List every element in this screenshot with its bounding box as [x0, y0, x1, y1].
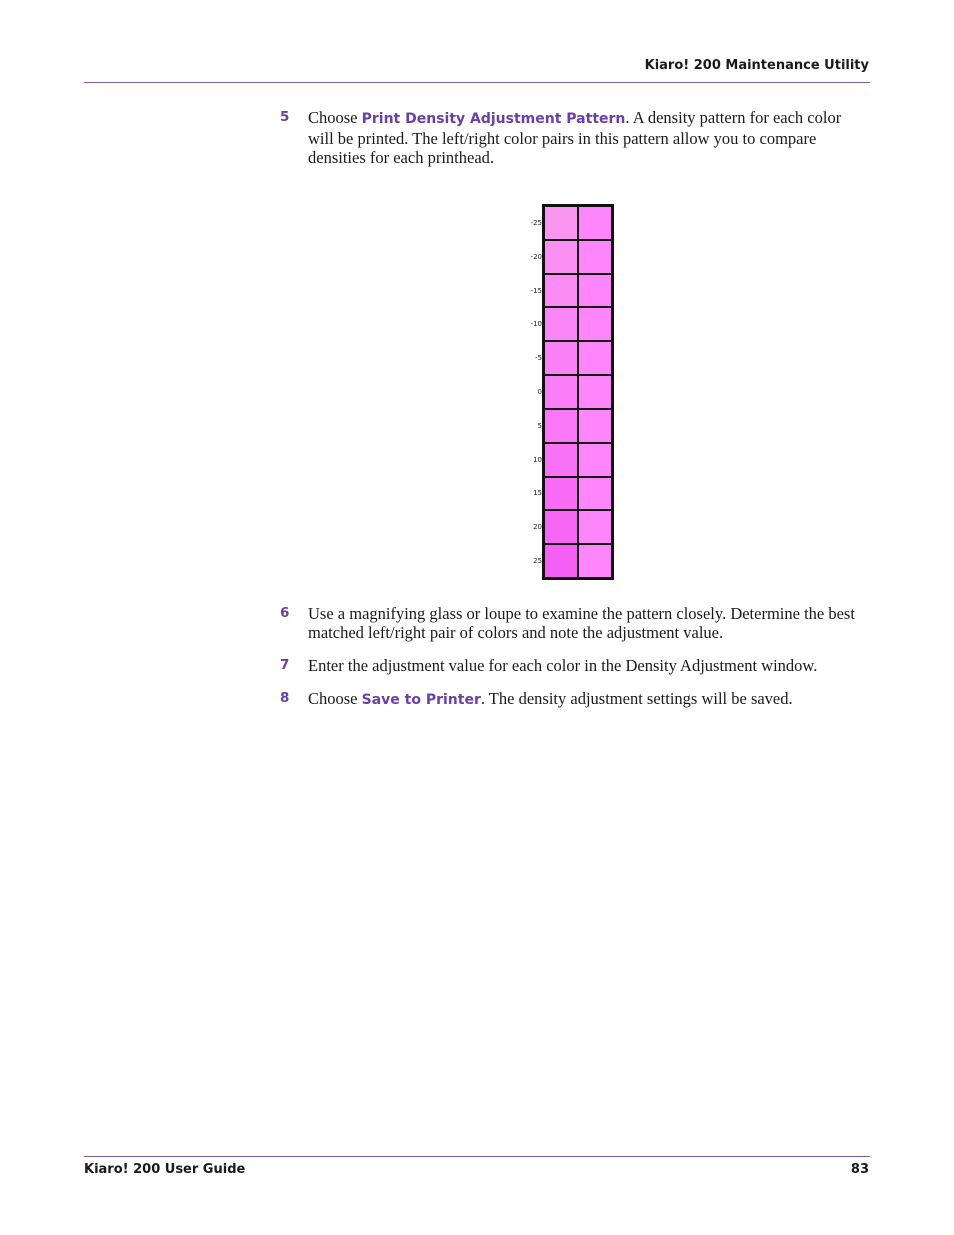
density-swatch-left — [544, 341, 578, 375]
density-label: 15 — [533, 489, 542, 498]
density-swatch-left — [544, 274, 578, 308]
density-label: -15 — [530, 286, 542, 295]
step-text: Choose — [308, 108, 362, 127]
step-item — [280, 689, 870, 710]
step-number: 5 — [280, 109, 290, 125]
step-text-continued: . The density adjustment settings will be saved. — [480, 689, 793, 708]
density-swatch-left — [544, 544, 578, 578]
density-swatch-right — [578, 240, 612, 274]
density-pattern-figure — [520, 204, 614, 578]
step-item — [280, 108, 870, 167]
step-number: 8 — [280, 690, 290, 706]
density-swatch-left — [544, 240, 578, 274]
density-swatch-left — [544, 510, 578, 544]
step-number: 7 — [280, 657, 290, 673]
ui-command-term: Save to Printer — [361, 692, 481, 708]
density-swatch-left — [544, 307, 578, 341]
step-list-top — [280, 108, 870, 167]
density-swatch-left — [544, 443, 578, 477]
density-label: 5 — [537, 421, 542, 430]
density-swatch-right — [578, 307, 612, 341]
header-rule — [84, 82, 870, 83]
step-text-continued: . A density pattern for each color will be printed. The left/right color pairs in this pattern allow you to compare densities for each printhead. — [308, 108, 842, 167]
density-swatch-left — [544, 409, 578, 443]
step-number: 6 — [280, 605, 290, 621]
density-swatch-left — [544, 375, 578, 409]
density-label: 10 — [533, 455, 542, 464]
density-label: 20 — [533, 523, 542, 532]
density-swatch-right — [578, 375, 612, 409]
density-label: -10 — [530, 320, 542, 329]
density-label: -25 — [530, 218, 542, 227]
density-swatch-right — [578, 443, 612, 477]
density-swatch-right — [578, 409, 612, 443]
ui-command-term: Print Density Adjustment Pattern — [361, 111, 626, 127]
density-label: -5 — [535, 354, 542, 363]
step-text: Enter the adjustment value for each color in the Density Adjustment window. — [308, 656, 818, 675]
running-header: Kiaro! 200 Maintenance Utility — [644, 58, 869, 73]
density-swatch-right — [578, 274, 612, 308]
density-swatch-right — [578, 206, 612, 240]
step-item — [280, 604, 870, 642]
density-labels — [520, 204, 542, 578]
footer-guide-title: Kiaro! 200 User Guide — [84, 1162, 246, 1177]
step-text: Choose — [308, 689, 362, 708]
density-swatch-right — [578, 510, 612, 544]
density-label: 25 — [533, 557, 542, 566]
step-item — [280, 656, 870, 675]
step-list-bottom — [280, 604, 870, 710]
density-swatch-right — [578, 544, 612, 578]
density-grid — [542, 204, 614, 580]
density-swatch-left — [544, 477, 578, 511]
step-text: Use a magnifying glass or loupe to examine the pattern closely. Determine the best matched left/right pair of colors and note the adjustment value. — [308, 604, 855, 642]
density-swatch-right — [578, 477, 612, 511]
density-label: -20 — [530, 252, 542, 261]
density-label: 0 — [537, 388, 542, 396]
footer-rule — [84, 1156, 870, 1157]
density-swatch-left — [544, 206, 578, 240]
density-swatch-right — [578, 341, 612, 375]
page-number: 83 — [850, 1162, 869, 1177]
